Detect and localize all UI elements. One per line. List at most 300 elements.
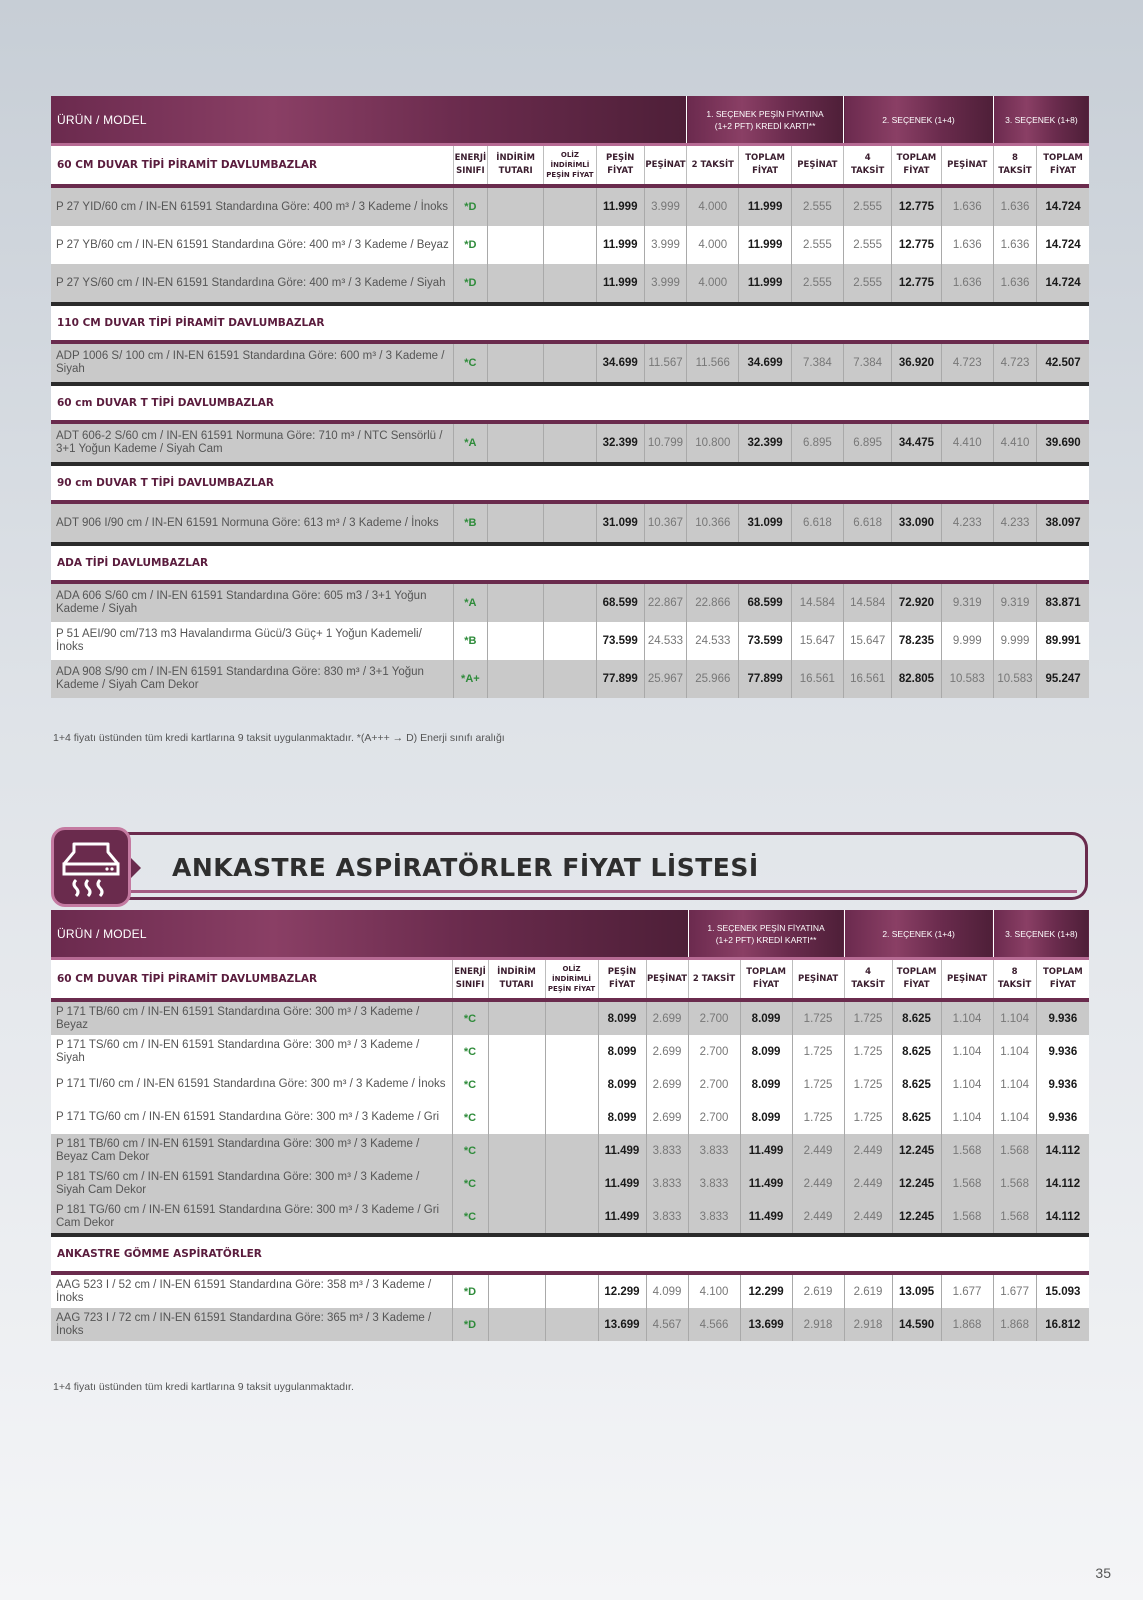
- column-header-row: [51, 145, 1089, 187]
- downpayment-2: 2.555: [791, 226, 843, 264]
- discount-amount: [488, 1308, 545, 1341]
- cash-price: 77.899: [596, 660, 644, 698]
- total-price-2: 12.245: [892, 1167, 941, 1200]
- installment-4: 2.555: [844, 186, 892, 226]
- downpayment-3: 9.319: [941, 582, 993, 622]
- section-row: [51, 544, 1089, 582]
- total-price-1: 12.299: [740, 1273, 792, 1308]
- header-text: 8: [1011, 967, 1018, 977]
- section-row: [51, 1235, 1089, 1273]
- table-row: [51, 1167, 1089, 1200]
- downpayment-3: 1.636: [941, 226, 993, 264]
- downpayment-3: 1.868: [941, 1308, 993, 1341]
- downpayment-3: 1.636: [941, 186, 993, 226]
- header-text: PEŞİNAT: [797, 159, 838, 170]
- column-header: [545, 959, 598, 1001]
- product-model: P 27 YS/60 cm / IN-EN 61591 Standardına Göre: 400 m³ / 3 Kademe / Siyah: [51, 264, 453, 304]
- total-price-2: 34.475: [892, 422, 941, 464]
- column-header: [488, 959, 545, 1001]
- installment-2: 4.000: [687, 264, 739, 304]
- oliz-discounted-price: [545, 1101, 598, 1134]
- downpayment-2: 2.555: [791, 186, 843, 226]
- header-text: OLİZ: [562, 965, 581, 973]
- total-price-3: 9.936: [1036, 1101, 1089, 1134]
- column-header: [453, 145, 487, 187]
- product-model: P 171 TS/60 cm / IN-EN 61591 Standardına Göre: 300 m³ / 3 Kademe / Siyah: [51, 1035, 452, 1068]
- header-text: PEŞİN FİYAT: [546, 171, 594, 179]
- product-model: P 51 AEI/90 cm/713 m3 Havalandırma Gücü/3 Güç+ 1 Yoğun Kademeli/İnoks: [51, 622, 453, 660]
- total-price-1: 8.099: [740, 1101, 792, 1134]
- downpayment-3: 1.104: [941, 1000, 993, 1035]
- installment-4: 16.561: [844, 660, 892, 698]
- downpayment-3: 1.568: [941, 1200, 993, 1235]
- column-header: [646, 959, 688, 1001]
- header-text: (1+2 PFT) KREDİ KARTI**: [715, 934, 817, 945]
- energy-class: *C: [452, 1035, 488, 1068]
- section-row: [51, 464, 1089, 502]
- downpayment-1: 3.833: [646, 1134, 688, 1167]
- downpayment-2: 2.555: [791, 264, 843, 304]
- installment-2: 4.000: [687, 186, 739, 226]
- header-text: (1+2 PFT) KREDİ KARTI**: [714, 120, 816, 131]
- header-text: 4: [864, 153, 871, 163]
- section-title: 60 cm DUVAR T TİPİ DAVLUMBAZLAR: [51, 384, 1089, 422]
- discount-amount: [488, 1068, 545, 1101]
- total-price-2: 12.245: [892, 1200, 941, 1235]
- energy-class: *C: [452, 1167, 488, 1200]
- product-model: P 27 YID/60 cm / IN-EN 61591 Standardına Göre: 400 m³ / 3 Kademe / İnoks: [51, 186, 453, 226]
- discount-amount: [488, 1273, 545, 1308]
- downpayment-1: 4.567: [646, 1308, 688, 1341]
- total-price-3: 14.724: [1037, 186, 1089, 226]
- installment-8: 1.104: [993, 1035, 1036, 1068]
- column-header: [941, 145, 993, 187]
- table-row: [51, 660, 1089, 698]
- oliz-discounted-price: [544, 622, 596, 660]
- downpayment-1: 2.699: [646, 1035, 688, 1068]
- total-price-1: 73.599: [739, 622, 791, 660]
- oliz-discounted-price: [544, 264, 596, 304]
- downpayment-3: 10.583: [941, 660, 993, 698]
- total-price-3: 38.097: [1037, 502, 1089, 544]
- header-text: 2 TAKSİT: [692, 973, 736, 984]
- total-price-2: 12.245: [892, 1134, 941, 1167]
- header-text: TAKSİT: [850, 166, 885, 176]
- header-text: TUTARI: [499, 980, 534, 990]
- installment-8: 10.583: [993, 660, 1036, 698]
- column-header: [1036, 959, 1089, 1001]
- installment-4: 2.449: [844, 1167, 892, 1200]
- downpayment-3: 1.104: [941, 1035, 993, 1068]
- model-column-title: ÜRÜN / MODEL: [51, 96, 687, 145]
- column-header: [892, 145, 941, 187]
- cash-price: 13.699: [598, 1308, 646, 1341]
- discount-amount: [487, 502, 543, 544]
- header-text: SINIFI: [455, 980, 485, 990]
- header-text: TOPLAM: [745, 153, 785, 163]
- energy-class: *C: [453, 342, 487, 384]
- section-title: 90 cm DUVAR T TİPİ DAVLUMBAZLAR: [51, 464, 1089, 502]
- installment-8: 1.104: [993, 1000, 1036, 1035]
- installment-8: 1.677: [993, 1273, 1036, 1308]
- energy-class: *C: [452, 1101, 488, 1134]
- product-model: P 27 YB/60 cm / IN-EN 61591 Standardına Göre: 400 m³ / 3 Kademe / Beyaz: [51, 226, 453, 264]
- total-price-3: 14.112: [1036, 1134, 1089, 1167]
- table-top-bar: [51, 96, 1089, 145]
- installment-2: 4.100: [688, 1273, 740, 1308]
- table-row: [51, 582, 1089, 622]
- downpayment-3: 4.233: [941, 502, 993, 544]
- installment-2: 4.000: [687, 226, 739, 264]
- column-header: [844, 145, 892, 187]
- header-text: FİYAT: [752, 166, 779, 176]
- option1-header: [688, 910, 844, 959]
- column-header: [598, 959, 646, 1001]
- total-price-1: 8.099: [740, 1068, 792, 1101]
- total-price-1: 32.399: [739, 422, 791, 464]
- header-text: 1. SEÇENEK PEŞİN FİYATINA: [706, 108, 824, 119]
- page-number: 35: [1095, 1565, 1111, 1581]
- cash-price: 11.499: [598, 1167, 646, 1200]
- discount-amount: [488, 1167, 545, 1200]
- energy-class: *A: [453, 422, 487, 464]
- total-price-1: 8.099: [740, 1035, 792, 1068]
- discount-amount: [488, 1000, 545, 1035]
- energy-class: *D: [452, 1308, 488, 1341]
- installment-2: 3.833: [688, 1167, 740, 1200]
- downpayment-1: 10.367: [644, 502, 686, 544]
- energy-class: *D: [453, 186, 487, 226]
- header-text: FİYAT: [1049, 980, 1076, 990]
- option3-header: 3. SEÇENEK (1+8): [993, 96, 1089, 145]
- cash-price: 11.999: [596, 264, 644, 304]
- table-row: [51, 502, 1089, 544]
- installment-4: 2.555: [844, 264, 892, 304]
- cash-price: 31.099: [596, 502, 644, 544]
- table-row: [51, 342, 1089, 384]
- column-header: [452, 959, 488, 1001]
- total-price-2: 36.920: [892, 342, 941, 384]
- downpayment-3: 1.104: [941, 1068, 993, 1101]
- total-price-1: 11.499: [740, 1200, 792, 1235]
- total-price-2: 72.920: [892, 582, 941, 622]
- total-price-1: 68.599: [739, 582, 791, 622]
- oliz-discounted-price: [544, 342, 596, 384]
- table-row: [51, 1101, 1089, 1134]
- table-row: [51, 226, 1089, 264]
- table-row: [51, 1000, 1089, 1035]
- section-row: [51, 304, 1089, 342]
- downpayment-1: 24.533: [644, 622, 686, 660]
- header-text: İNDİRİMLİ: [550, 161, 590, 169]
- downpayment-1: 11.567: [644, 342, 686, 384]
- table-row: [51, 264, 1089, 304]
- total-price-2: 12.775: [892, 186, 941, 226]
- installment-4: 1.725: [844, 1000, 892, 1035]
- header-text: ENERJİ: [454, 967, 486, 977]
- installment-2: 2.700: [688, 1035, 740, 1068]
- total-price-2: 8.625: [892, 1035, 941, 1068]
- table-row: [51, 186, 1089, 226]
- downpayment-2: 16.561: [791, 660, 843, 698]
- product-model: P 171 TB/60 cm / IN-EN 61591 Standardına Göre: 300 m³ / 3 Kademe / Beyaz: [51, 1000, 452, 1035]
- header-text: TOPLAM: [746, 967, 786, 977]
- table-top-bar: [51, 910, 1089, 959]
- total-price-1: 8.099: [740, 1000, 792, 1035]
- downpayment-2: 2.918: [792, 1308, 844, 1341]
- energy-class: *A+: [453, 660, 487, 698]
- option2-header: 2. SEÇENEK (1+4): [844, 96, 994, 145]
- total-price-3: 14.112: [1036, 1200, 1089, 1235]
- downpayment-3: 1.677: [941, 1273, 993, 1308]
- column-header: [892, 959, 941, 1001]
- header-text: İNDİRİM: [497, 967, 536, 977]
- total-price-1: 11.999: [739, 186, 791, 226]
- energy-class: *C: [452, 1200, 488, 1235]
- header-text: PEŞİNAT: [646, 973, 688, 984]
- downpayment-3: 9.999: [941, 622, 993, 660]
- product-model: ADT 606-2 S/60 cm / IN-EN 61591 Normuna Göre: 710 m³ / NTC Sensörlü / 3+1 Yoğun Kademe / Siyah Cam: [51, 422, 453, 464]
- installment-4: 2.918: [844, 1308, 892, 1341]
- downpayment-1: 3.999: [644, 264, 686, 304]
- discount-amount: [487, 660, 543, 698]
- cash-price: 34.699: [596, 342, 644, 384]
- installment-4: 2.449: [844, 1200, 892, 1235]
- table-row: [51, 1200, 1089, 1235]
- oliz-discounted-price: [544, 660, 596, 698]
- installment-4: 6.618: [844, 502, 892, 544]
- downpayment-3: 1.636: [941, 264, 993, 304]
- installment-2: 10.366: [687, 502, 739, 544]
- header-text: 8: [1012, 153, 1018, 163]
- downpayment-1: 3.999: [644, 226, 686, 264]
- column-header: [941, 959, 993, 1001]
- total-price-3: 9.936: [1036, 1068, 1089, 1101]
- total-price-3: 42.507: [1037, 342, 1089, 384]
- installment-4: 7.384: [844, 342, 892, 384]
- header-text: PEŞİNAT: [645, 159, 686, 170]
- total-price-2: 14.590: [892, 1308, 941, 1341]
- downpayment-1: 2.699: [646, 1000, 688, 1035]
- downpayment-2: 1.725: [792, 1068, 844, 1101]
- section-title: ANKASTRE GÖMME ASPİRATÖRLER: [51, 1235, 1089, 1273]
- total-price-1: 11.999: [739, 264, 791, 304]
- total-price-2: 8.625: [892, 1068, 941, 1101]
- downpayment-2: 15.647: [791, 622, 843, 660]
- oliz-discounted-price: [544, 186, 596, 226]
- column-header: [644, 145, 686, 187]
- installment-2: 24.533: [687, 622, 739, 660]
- total-price-3: 15.093: [1036, 1273, 1089, 1308]
- column-header: [993, 145, 1036, 187]
- energy-class: *A: [453, 582, 487, 622]
- oliz-discounted-price: [545, 1308, 598, 1341]
- column-header: [487, 145, 543, 187]
- header-text: FİYAT: [608, 980, 636, 990]
- energy-class: *C: [452, 1068, 488, 1101]
- energy-class: *C: [452, 1000, 488, 1035]
- column-header: [1037, 145, 1089, 187]
- installment-2: 22.866: [687, 582, 739, 622]
- installment-4: 1.725: [844, 1068, 892, 1101]
- page-title: ANKASTRE ASPİRATÖRLER FİYAT LİSTESİ: [172, 853, 759, 882]
- header-text: PEŞİN FİYAT: [547, 985, 596, 993]
- installment-note: 1+4 fiyatı üstünden tüm kredi kartlarına 9 taksit uygulanmaktadır. *(A+++ → D) Enerji sınıfı aralığı: [53, 732, 505, 744]
- oliz-discounted-price: [545, 1000, 598, 1035]
- installment-2: 25.966: [687, 660, 739, 698]
- downpayment-2: 1.725: [792, 1035, 844, 1068]
- installment-2: 2.700: [688, 1000, 740, 1035]
- installment-8: 1.636: [993, 264, 1036, 304]
- total-price-1: 11.499: [740, 1167, 792, 1200]
- cash-price: 8.099: [598, 1101, 646, 1134]
- oliz-discounted-price: [544, 582, 596, 622]
- discount-amount: [488, 1134, 545, 1167]
- column-header-row: [51, 959, 1089, 1001]
- header-text: OLİZ: [560, 151, 579, 159]
- header-text: İNDİRİM: [496, 153, 535, 163]
- range-hood-icon: [51, 827, 131, 907]
- section-title: 110 CM DUVAR TİPİ PİRAMİT DAVLUMBAZLAR: [51, 304, 1089, 342]
- installment-8: 1.868: [993, 1308, 1036, 1341]
- installment-4: 14.584: [844, 582, 892, 622]
- header-text: TAKSİT: [997, 980, 1032, 990]
- column-header: [739, 145, 791, 187]
- downpayment-2: 2.449: [792, 1200, 844, 1235]
- total-price-1: 13.699: [740, 1308, 792, 1341]
- downpayment-2: 2.619: [792, 1273, 844, 1308]
- installment-8: 1.568: [993, 1134, 1036, 1167]
- installment-8: 9.319: [993, 582, 1036, 622]
- total-price-3: 39.690: [1037, 422, 1089, 464]
- product-model: ADT 906 I/90 cm / IN-EN 61591 Normuna Göre: 613 m³ / 3 Kademe / İnoks: [51, 502, 453, 544]
- oliz-discounted-price: [544, 422, 596, 464]
- header-text: FİYAT: [753, 980, 780, 990]
- total-price-3: 9.936: [1036, 1035, 1089, 1068]
- oliz-discounted-price: [545, 1134, 598, 1167]
- downpayment-3: 1.568: [941, 1134, 993, 1167]
- column-header: [596, 145, 644, 187]
- installment-2: 10.800: [687, 422, 739, 464]
- downpayment-3: 4.410: [941, 422, 993, 464]
- cash-price: 68.599: [596, 582, 644, 622]
- column-header: [544, 145, 596, 187]
- discount-amount: [487, 342, 543, 384]
- header-text: TUTARI: [498, 166, 533, 176]
- category-title: 60 CM DUVAR TİPİ PİRAMİT DAVLUMBAZLAR: [51, 145, 453, 187]
- installment-2: 2.700: [688, 1101, 740, 1134]
- cash-price: 11.499: [598, 1134, 646, 1167]
- total-price-1: 11.499: [740, 1134, 792, 1167]
- installment-8: 1.636: [993, 226, 1036, 264]
- table-row: [51, 1134, 1089, 1167]
- table-row: [51, 1308, 1089, 1341]
- header-text: FİYAT: [903, 166, 930, 176]
- header-text: FİYAT: [607, 166, 634, 176]
- total-price-1: 31.099: [739, 502, 791, 544]
- cash-price: 12.299: [598, 1273, 646, 1308]
- downpayment-1: 3.833: [646, 1167, 688, 1200]
- total-price-1: 77.899: [739, 660, 791, 698]
- cash-price: 11.999: [596, 186, 644, 226]
- total-price-2: 12.775: [892, 226, 941, 264]
- installment-4: 1.725: [844, 1101, 892, 1134]
- cash-price: 8.099: [598, 1000, 646, 1035]
- option3-header: 3. SEÇENEK (1+8): [993, 910, 1089, 959]
- installment-4: 15.647: [844, 622, 892, 660]
- downpayment-1: 10.799: [644, 422, 686, 464]
- option1-header: [687, 96, 844, 145]
- price-table-aspirator: [51, 910, 1089, 1341]
- product-model: P 181 TS/60 cm / IN-EN 61591 Standardına Göre: 300 m³ / 3 Kademe / Siyah Cam Dekor: [51, 1167, 452, 1200]
- discount-amount: [487, 264, 543, 304]
- downpayment-2: 2.449: [792, 1167, 844, 1200]
- installment-2: 3.833: [688, 1200, 740, 1235]
- product-model: ADA 606 S/60 cm / IN-EN 61591 Standardına Göre: 605 m3 / 3+1 Yoğun Kademe / Siyah: [51, 582, 453, 622]
- total-price-3: 16.812: [1036, 1308, 1089, 1341]
- energy-class: *D: [452, 1273, 488, 1308]
- column-header: [844, 959, 892, 1001]
- cash-price: 32.399: [596, 422, 644, 464]
- downpayment-3: 4.723: [941, 342, 993, 384]
- total-price-2: 12.775: [892, 264, 941, 304]
- total-price-1: 34.699: [739, 342, 791, 384]
- oliz-discounted-price: [545, 1200, 598, 1235]
- downpayment-1: 22.867: [644, 582, 686, 622]
- header-text: FİYAT: [903, 980, 930, 990]
- header-text: TAKSİT: [851, 980, 885, 990]
- total-price-3: 95.247: [1037, 660, 1089, 698]
- column-header: [688, 959, 740, 1001]
- downpayment-2: 6.895: [791, 422, 843, 464]
- total-price-2: 8.625: [892, 1000, 941, 1035]
- installment-8: 4.410: [993, 422, 1036, 464]
- downpayment-2: 1.725: [792, 1101, 844, 1134]
- cash-price: 11.999: [596, 226, 644, 264]
- downpayment-1: 2.699: [646, 1068, 688, 1101]
- table-row: [51, 1035, 1089, 1068]
- discount-amount: [487, 186, 543, 226]
- column-header: [791, 145, 843, 187]
- total-price-3: 89.991: [1037, 622, 1089, 660]
- header-text: PEŞİN: [607, 967, 637, 977]
- table-row: [51, 1068, 1089, 1101]
- downpayment-3: 1.568: [941, 1167, 993, 1200]
- installment-2: 3.833: [688, 1134, 740, 1167]
- downpayment-2: 7.384: [791, 342, 843, 384]
- installment-4: 6.895: [844, 422, 892, 464]
- option2-header: 2. SEÇENEK (1+4): [844, 910, 993, 959]
- installment-8: 1.636: [993, 186, 1036, 226]
- header-text: TOPLAM: [1043, 153, 1083, 163]
- category-title: 60 CM DUVAR TİPİ PİRAMİT DAVLUMBAZLAR: [51, 959, 452, 1001]
- installment-4: 2.449: [844, 1134, 892, 1167]
- column-header: [792, 959, 844, 1001]
- installment-2: 11.566: [687, 342, 739, 384]
- section-title: ADA TİPİ DAVLUMBAZLAR: [51, 544, 1089, 582]
- energy-class: *D: [453, 226, 487, 264]
- oliz-discounted-price: [545, 1035, 598, 1068]
- oliz-discounted-price: [545, 1068, 598, 1101]
- header-text: SINIFI: [456, 166, 485, 176]
- installment-8: 9.999: [993, 622, 1036, 660]
- downpayment-2: 1.725: [792, 1000, 844, 1035]
- total-price-2: 13.095: [892, 1273, 941, 1308]
- product-model: AAG 523 I / 52 cm / IN-EN 61591 Standardına Göre: 358 m³ / 3 Kademe / İnoks: [51, 1273, 452, 1308]
- downpayment-3: 1.104: [941, 1101, 993, 1134]
- installment-4: 1.725: [844, 1035, 892, 1068]
- energy-class: *D: [453, 264, 487, 304]
